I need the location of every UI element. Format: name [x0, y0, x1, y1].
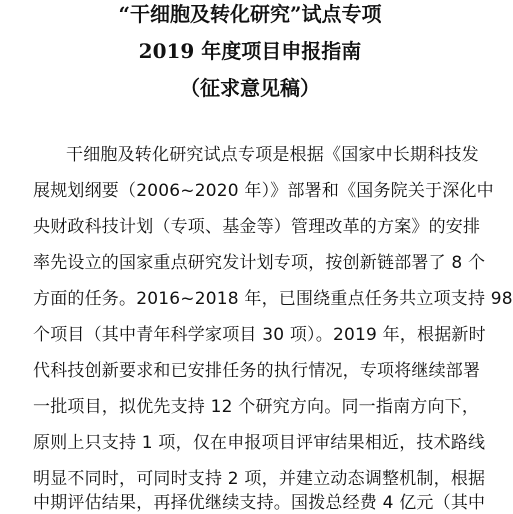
document-title-line-2: 2019 年度项目申报指南: [138, 39, 362, 63]
document-title-line-3: （征求意见稿）: [180, 76, 320, 100]
paragraph-line: 率先设立的国家重点研究发计划专项，按创新链部署了 8 个: [33, 253, 486, 273]
document-title-line-1: “干细胞及转化研究”试点专项: [118, 2, 382, 26]
paragraph-line: 原则上只支持 1 项，仅在申报项目评审结果相近，技术路线: [33, 433, 486, 453]
paragraph-line: 中期评估结果，再择优继续支持。国拨总经费 4 亿元（其中: [33, 493, 486, 513]
paragraph-line: 个项目（其中青年科学家项目 30 项）。2019 年，根据新时: [33, 325, 486, 345]
paragraph-line: 央财政科技计划（专项、基金等）管理改革的方案》的安排: [33, 217, 481, 237]
paragraph-line: 干细胞及转化研究试点专项是根据《国家中长期科技发: [66, 145, 479, 165]
paragraph-line: 代科技创新要求和已安排任务的执行情况，专项将继续部署: [33, 361, 481, 381]
paragraph-line: 展规划纲要（2006~2020 年）》部署和《国务院关于深化中: [33, 181, 494, 201]
paragraph-line: 明显不同时，可同时支持 2 项，并建立动态调整机制，根据: [33, 469, 486, 489]
paragraph-line: 方面的任务。2016~2018 年，已围绕重点任务共立项支持 98: [33, 289, 513, 309]
paragraph-line: 一批项目，拟优先支持 12 个研究方向。同一指南方向下，: [33, 397, 480, 417]
